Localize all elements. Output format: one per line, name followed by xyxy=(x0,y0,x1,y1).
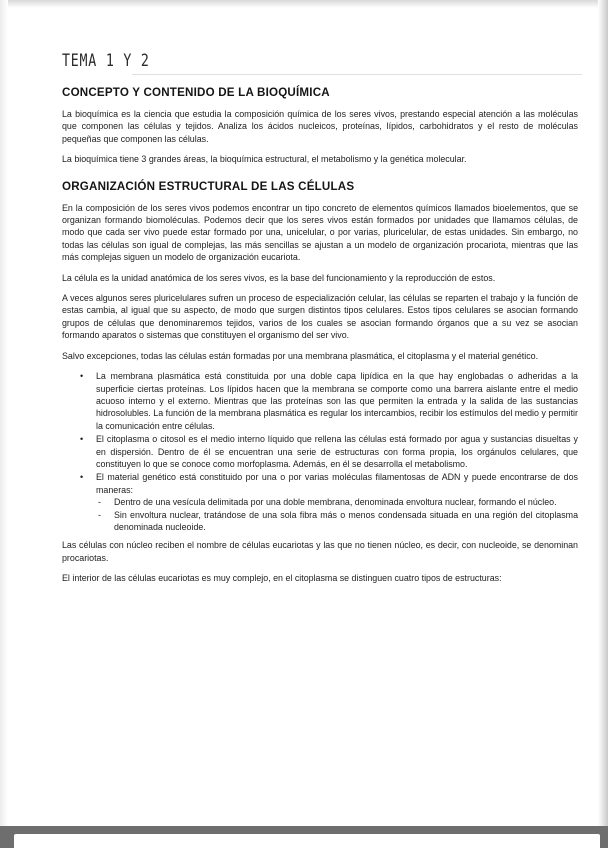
paragraph: Salvo excepciones, todas las células están formadas por una membrana plasmática, el citoplasma y el material genético. xyxy=(62,350,539,361)
scan-edge-left xyxy=(0,0,8,848)
section-title: CONCEPTO Y CONTENIDO DE LA BIOQUÍMICA xyxy=(62,86,330,99)
scan-edge-right xyxy=(598,0,608,848)
section-organizacion xyxy=(62,180,578,585)
paragraph: La bioquímica tiene 3 grandes áreas, la bioquímica estructural, el metabolismo y la genética molecular. xyxy=(62,154,467,165)
paragraph: En la composición de los seres vivos podemos encontrar un tipo concreto de elementos químicos llamados bioelementos, que se organizan formando biomoléculas. Podemos decir que los seres vivos están formados por unidades que llamamos células, de modo que cada ser vivo puede estar formado por una, unicelular, o por varias, pluricelular, de estas unidades. Sin embargo, no todas las células son igual de complejas, las más sencillas se ajustan a un modelo de organización procariota, mientras que las más complejas siguen un modelo de organización eucariota. xyxy=(62,202,578,263)
document-page xyxy=(62,50,578,593)
list-item-text: El material genético está constituido por una o por varias moléculas filamentosas de ADN y puede encontrarse de dos maneras: xyxy=(96,472,578,495)
list-item: • El citoplasma o citosol es el medio interno líquido que rellena las células está formado por agua y sustancias disueltas y en dispersión. Dentro de él se encuentran una serie de estructuras con forma propia, los orgánulos celulares, que constituyen lo que se conoce como morfoplasma. Además, en él se desarrolla el metabolismo. xyxy=(62,433,578,470)
sub-list-item: - Dentro de una vesícula delimitada por una doble membrana, denominada envoltura nuclear, formando el núcleo. xyxy=(96,496,578,508)
list-item: • La membrana plasmática está constituida por una doble capa lipídica en la que hay englobadas o adheridas a la superficie ciertas proteínas. Los lípidos hacen que la membrana se comporte como una barrera aislante entre el medio acuoso interno y el externo. Mientras que las proteínas son las que permiten la entrada y la salida de las sustancias hidrosolubles. La función de la membrana plasmática es regular los intercambios, recibir los estímulos del medio y permitir la comunicación entre células. xyxy=(62,370,578,432)
paragraph: Las células con núcleo reciben el nombre de células eucariotas y las que no tienen núcleo, es decir, con nucleoide, se denominan procariotas. xyxy=(62,540,578,563)
heading-rule xyxy=(132,74,582,75)
scan-edge-top xyxy=(0,0,608,8)
sub-list xyxy=(96,496,578,533)
paragraph: La bioquímica es la ciencia que estudia la composición química de los seres vivos, prestando especial atención a las moléculas que componen las células y tejidos. Analiza los ácidos nucleicos, proteínas, lípidos, carbohidratos y el resto de moléculas pequeñas que componen las células. xyxy=(62,109,578,144)
paragraph: El interior de las células eucariotas es muy complejo, en el citoplasma se distinguen cuatro tipos de estructuras: xyxy=(62,573,502,584)
sub-list-item: - Sin envoltura nuclear, tratándose de una sola fibra más o menos condensada situada en una región del citoplasma denominada nucleoide. xyxy=(96,509,578,534)
paragraph: A veces algunos seres pluricelulares sufren un proceso de especialización celular, las células se reparten el trabajo y la función de estas cambia, al igual que su aspecto, de modo que surgen distintos tipos celulares. Estos tipos celulares se asocian formando grupos de células que denominaremos tejidos, varios de los cuales se asocian formando órganos que a su vez se asocian formando aparatos o sistemas que constituyen el organismo del ser vivo. xyxy=(62,293,578,341)
section-title: ORGANIZACIÓN ESTRUCTURAL DE LAS CÉLULAS xyxy=(62,179,355,193)
section-bioquimica xyxy=(62,86,578,166)
scan-page-bottom xyxy=(14,834,600,848)
paragraph: La célula es la unidad anatómica de los seres vivos, es la base del funcionamiento y la reproducción de estos. xyxy=(62,272,496,283)
bullet-list xyxy=(62,370,578,533)
list-item xyxy=(62,471,578,533)
page-heading-tema: TEMA 1 Y 2 xyxy=(62,51,150,71)
